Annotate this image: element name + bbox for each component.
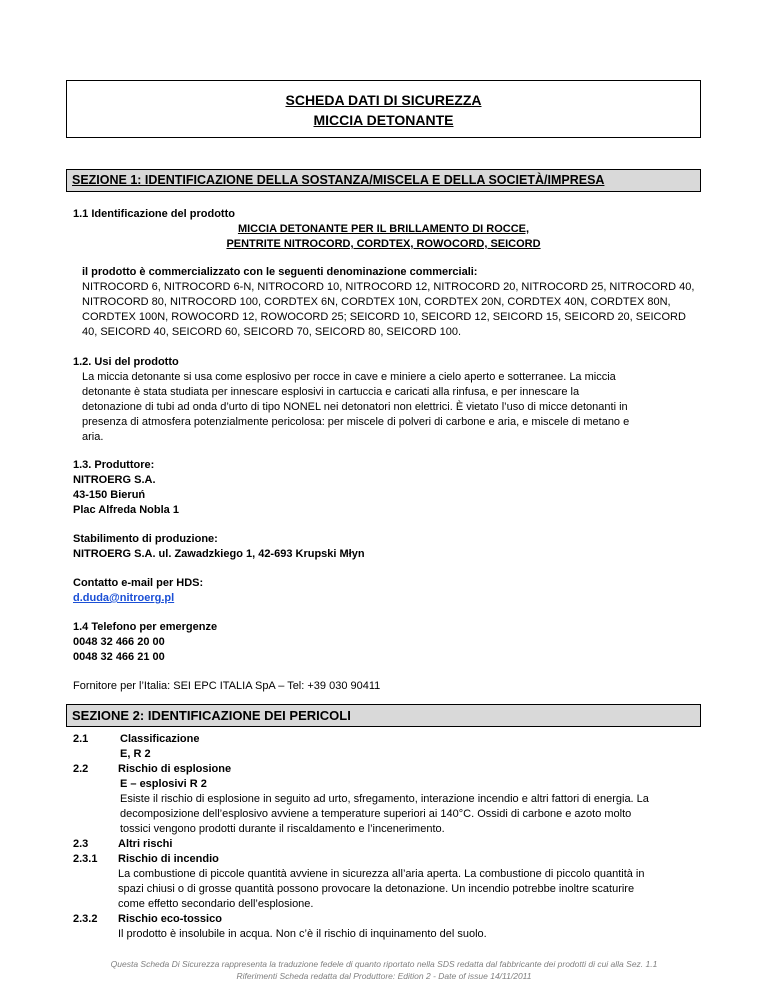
s22-value: E – esplosivi R 2 xyxy=(120,778,207,790)
trade-names-line: NITROCORD 6, NITROCORD 6-N, NITROCORD 10, NITROCORD 12, NITROCORD 20, NITROCORD 25, NITROCORD 40, xyxy=(82,281,695,293)
s21-number: 2.1 xyxy=(73,733,89,745)
section-1-heading: SEZIONE 1: IDENTIFICAZIONE DELLA SOSTANZA/MISCELA E DELLA SOCIETÀ/IMPRESA xyxy=(66,169,701,192)
s12-text-line: detonazione di tubi ad onda d’urto di tipo NONEL nei detonatori non elettrici. È vietato l’uso di micce detonanti in xyxy=(82,401,628,413)
s12-text-line: detonante è stata studiata per innescare esplosivi in cartuccia e caricati alla rinfusa, e per innescare la xyxy=(82,386,580,398)
supplier-info: Fornitore per l’Italia: SEI EPC ITALIA SpA – Tel: +39 030 90411 xyxy=(73,680,381,692)
s232-number: 2.3.2 xyxy=(73,913,98,925)
s21-title: Classificazione xyxy=(120,733,200,745)
footer-line: Questa Scheda Di Sicurezza rappresenta la traduzione fedele di quanto riportato nella SDS redatta dal fabbricante dei prodotti di cui alla Sez. 1.1 xyxy=(110,959,658,969)
document-subtitle: MICCIA DETONANTE xyxy=(313,112,454,128)
producer-name: NITROERG S.A. xyxy=(73,474,156,486)
emergency-phone: 0048 32 466 21 00 xyxy=(73,651,165,663)
s11-product-line1: MICCIA DETONANTE PER IL BRILLAMENTO DI ROCCE, xyxy=(237,223,530,235)
s14-label: 1.4 Telefono per emergenze xyxy=(73,621,218,633)
s12-text-line: La miccia detonante si usa come esplosivo per rocce in cave e miniere a cielo aperto e sotterranee. La miccia xyxy=(82,371,616,383)
email-link[interactable]: d.duda@nitroerg.pl xyxy=(73,592,175,604)
s12-text-line: presenza di atmosfera potenzialmente pericolosa: per miscele di polveri di carbone e aria, e miscele di metano e xyxy=(82,416,630,428)
section-2-heading: SEZIONE 2: IDENTIFICAZIONE DEI PERICOLI xyxy=(66,704,701,727)
s22-number: 2.2 xyxy=(73,763,89,775)
footer-line: Riferimenti Scheda redatta dal Produttore: Edition 2 - Date of issue 14/11/2011 xyxy=(236,971,532,981)
document-title-box xyxy=(66,80,701,138)
document-title: SCHEDA DATI DI SICUREZZA xyxy=(285,92,482,108)
emergency-phone: 0048 32 466 20 00 xyxy=(73,636,165,648)
trade-names-intro: il prodotto è commercializzato con le seguenti denominazione commerciali: xyxy=(82,266,478,278)
page-footer xyxy=(40,958,728,982)
s12-label: 1.2. Usi del prodotto xyxy=(73,356,179,368)
s231-text-line: La combustione di piccole quantità avviene in sicurezza all’aria aperta. La combustione di piccolo quantità in xyxy=(118,868,645,880)
producer-street: Plac Alfreda Nobla 1 xyxy=(73,504,179,516)
trade-names-line: 40, SEICORD 40, SEICORD 60, SEICORD 70, SEICORD 80, SEICORD 100. xyxy=(82,326,462,338)
s22-text-line: decomposizione dell’esplosivo avviene a temperature superiori ai 140°C. Ossidi di carbone e azoto molto xyxy=(120,808,632,820)
s22-title: Rischio di esplosione xyxy=(118,763,232,775)
s231-title: Rischio di incendio xyxy=(118,853,219,865)
s13-label: 1.3. Produttore: xyxy=(73,459,155,471)
s22-text-line: tossici vengono prodotti durante il riscaldamento e l’incenerimento. xyxy=(120,823,445,835)
s23-number: 2.3 xyxy=(73,838,89,850)
s231-number: 2.3.1 xyxy=(73,853,98,865)
trade-names-line: CORDTEX 100N, ROWOCORD 12, ROWOCORD 25; SEICORD 10, SEICORD 12, SEICORD 15, SEICORD 20, SEICORD xyxy=(82,311,686,323)
plant-label: Stabilimento di produzione: xyxy=(73,533,218,545)
trade-names-line: NITROCORD 80, NITROCORD 100, CORDTEX 6N, CORDTEX 10N, CORDTEX 20N, CORDTEX 40N, CORDTEX 80N, xyxy=(82,296,671,308)
s11-label: 1.1 Identificazione del prodotto xyxy=(73,208,235,220)
s232-title: Rischio eco-tossico xyxy=(118,913,222,925)
email-label: Contatto e-mail per HDS: xyxy=(73,577,204,589)
s231-text-line: come effetto secondario dell’esplosione. xyxy=(118,898,314,910)
plant-address: NITROERG S.A. ul. Zawadzkiego 1, 42-693 Krupski Młyn xyxy=(73,548,365,560)
producer-city: 43-150 Bieruń xyxy=(73,489,146,501)
s21-value: E, R 2 xyxy=(120,748,151,760)
s11-product-line2: PENTRITE NITROCORD, CORDTEX, ROWOCORD, SEICORD xyxy=(226,238,541,250)
s232-text: Il prodotto è insolubile in acqua. Non c’è il rischio di inquinamento del suolo. xyxy=(118,928,487,940)
s23-title: Altri rischi xyxy=(118,838,173,850)
s231-text-line: spazi chiusi o di grosse quantità possono provocare la detonazione. Un incendio potrebbe inoltre scaturire xyxy=(118,883,635,895)
s22-text-line: Esiste il rischio di esplosione in seguito ad urto, sfregamento, interazione incendio e altri fattori di energia. La xyxy=(120,793,649,805)
s12-text-line: aria. xyxy=(82,431,104,443)
